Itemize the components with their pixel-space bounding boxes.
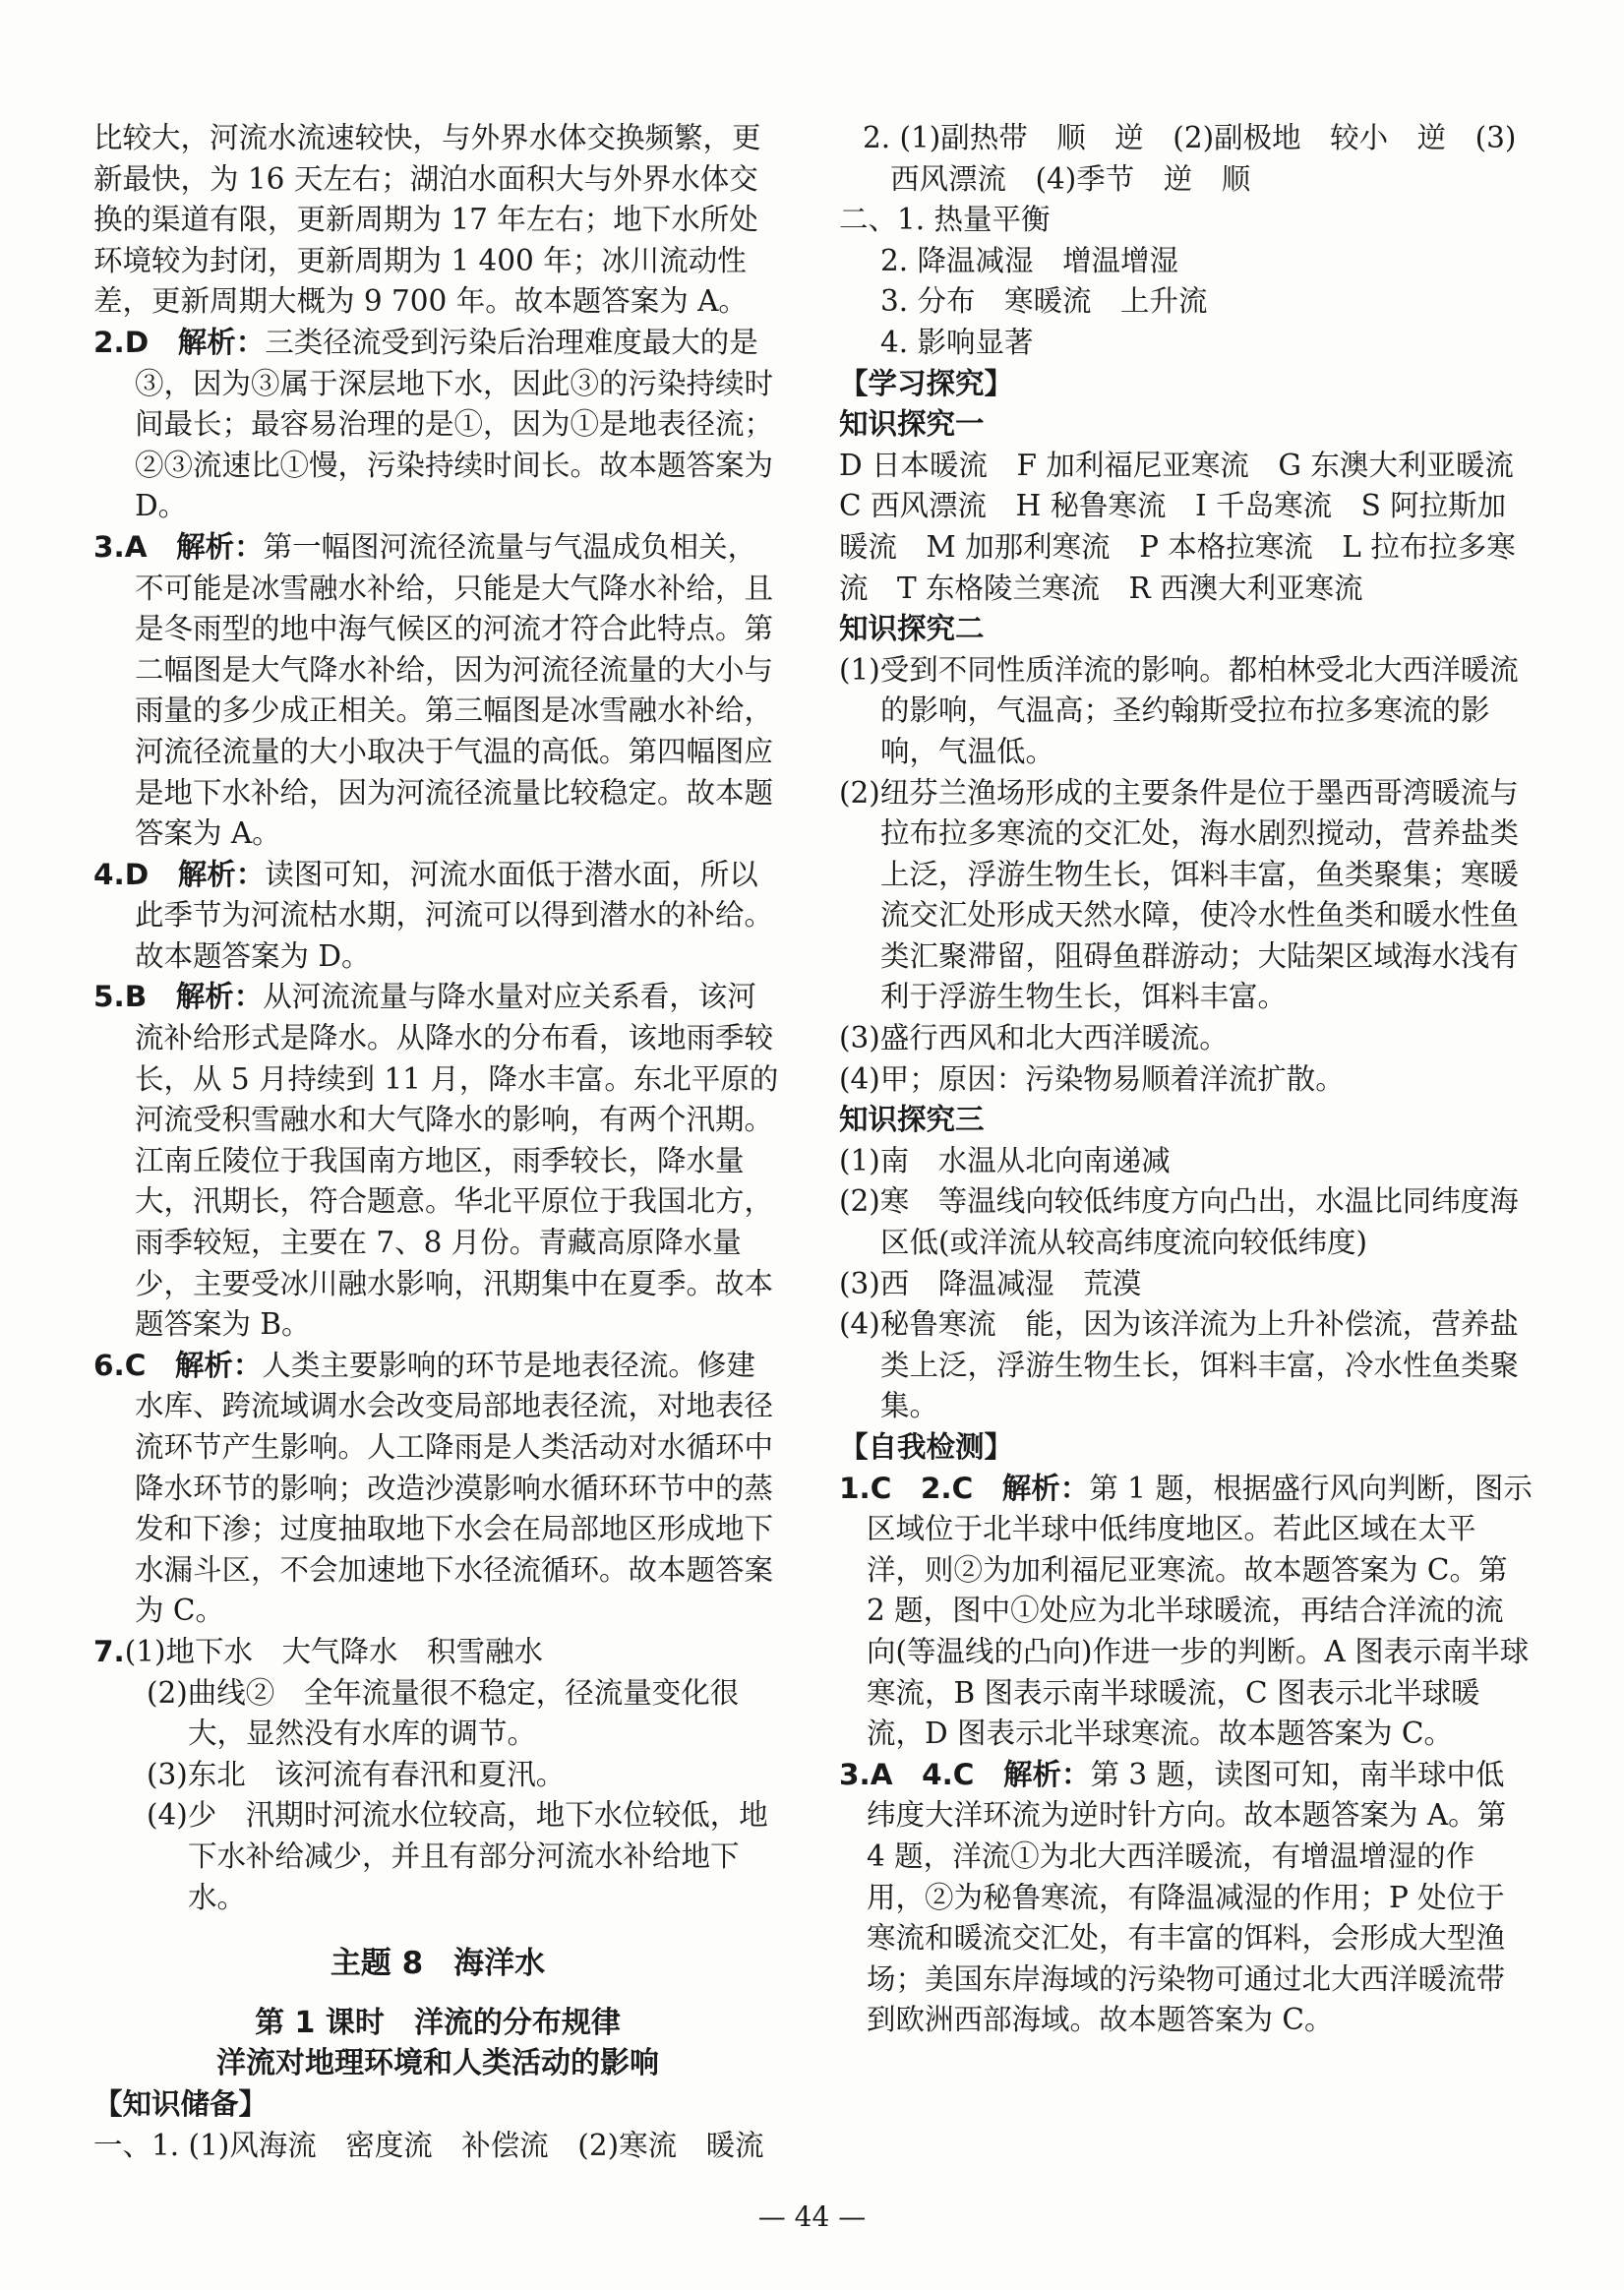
inquiry-3-item-1: (1)南 水温从北向南递减 [839,1143,1171,1177]
section-learning-inquiry: 【学习探究】 [839,366,1014,400]
inquiry-3-item-3: (3)西 降温减湿 荒漠 [839,1266,1142,1300]
left-column [93,118,782,2166]
self-check-1-2-text: 第 1 题，根据盛行风向判断，图示区域位于北半球中低纬度地区。若此区域在太平洋，则②为加利福尼亚寒流。故本题答案为 C。第 2 题，图中①处应为北半球暖流，再结合洋流的流向(等温线的凸向)作进一步的判断。A 图表示南半球寒流，B 图表示南半球暖流，C 图表示北半球暖流，D 图表示北半球寒流。故本题答案为 C。 [867,1471,1533,1751]
answer-4 [93,855,782,978]
self-check-3-4-text: 第 3 题，读图可知，南半球中低纬度大洋环流为逆时针方向。故本题答案为 A。第 4 题，洋流①为北大西洋暖流，有增温增湿的作用，②为秘鲁寒流，有降温减湿的作用；P 处位于寒流和暖流交汇处，有丰富的饵料，会形成大型渔场；美国东岸海域的污染物可通过北大西洋暖流带到欧洲西部海域。故本题答案为 C。 [867,1757,1507,2037]
right-column [839,118,1543,2041]
inquiry-3-item-4: (4)秘鲁寒流 能，因为该洋流为上升补偿流，营养盐类上泛，浮游生物生长，饵料丰富，冷水性鱼类聚集。 [839,1307,1520,1423]
answer-3-number: 3.A [93,529,148,564]
answer-continuation: 比较大，河流水流速较快，与外界水体交换频繁，更新最快，为 16 天左右；湖泊水面积大与外界水体交换的渠道有限，更新周期为 17 年左右；地下水所处环境较为封闭，更新周期为 1 400 年；冰川流动性差，更新周期大概为 9 700 年。故本题答案为 A。 [93,121,761,319]
answer-6-text: 人类主要影响的环节是地表径流。修建水库、跨流域调水会改变局部地表径流，对地表径流环节产生影响。人工降雨是人类活动对水循环中降水环节的影响；改造沙漠影响水循环环节中的蒸发和下渗；过度抽取地下水会在局部地区形成地下水漏斗区，不会加速地下水径流循环。故本题答案为 C。 [135,1348,774,1628]
inquiry-2-item-4: (4)甲；原因：污染物易顺着洋流扩散。 [839,1061,1345,1096]
answer-7-part-4: (4)少 汛期时河流水位较高，地下水位较低，地下水补给减少，并且有部分河流水补给地下水。 [147,1798,768,1914]
answer-3 [93,527,782,855]
inquiry-3-item-2: (2)寒 等温线向较低纬度方向凸出，水温比同纬度海区低(或洋流从较高纬度流向较低纬度) [839,1184,1519,1260]
answer-6-number: 6.C [93,1348,147,1382]
inquiry-2-item-3: (3)盛行西风和北大西洋暖流。 [839,1021,1229,1055]
self-check-1-2-label: 解析： [1001,1471,1090,1505]
self-check-3-4-number: 3.A 4.C [839,1757,975,1791]
answer-7-part-3: (3)东北 该河流有春汛和夏汛。 [147,1757,566,1791]
page-number: — 44 — [757,2200,867,2233]
answer-5-text: 从河流流量与降水量对应关系看，该河流补给形式是降水。从降水的分布看，该地雨季较长，从 5 月持续到 11 月，降水丰富。东北平原的河流受积雪融水和大气降水的影响，有两个汛期。江南丘陵位于我国南方地区，雨季较长，降水量大，汛期长，符合题意。华北平原位于我国北方，雨季较短，主要在 7、8 月份。青藏高原降水量少，主要受冰川融水影响，汛期集中在夏季。故本题答案为 B。 [135,980,779,1342]
answer-7-part-2: (2)曲线② 全年流量很不稳定，径流量变化很大，显然没有水库的调节。 [147,1675,740,1751]
self-check-3-4-label: 解析： [1002,1757,1091,1791]
section-knowledge-reserve: 【知识储备】 [93,2086,269,2121]
inquiry-3-title: 知识探究三 [839,1103,985,1137]
answer-2-text: 三类径流受到污染后治理难度最大的是③，因为③属于深层地下水，因此③的污染持续时间最长；最容易治理的是①，因为①是地表径流；②③流速比①慢，污染持续时间长。故本题答案为 D。 [135,325,774,523]
inquiry-2-title: 知识探究二 [839,612,985,646]
answer-5-number: 5.B [93,980,148,1014]
section-self-check: 【自我检测】 [839,1430,1014,1464]
answer-2-number: 2.D [93,325,150,359]
inquiry-1-title: 知识探究一 [839,407,985,442]
inquiry-2-item-1: (1)受到不同性质洋流的影响。都柏林受北大西洋暖流的影响，气温高；圣约翰斯受拉布拉多寒流的影响，气温低。 [839,652,1519,768]
answer-4-number: 4.D [93,857,150,891]
answer-2-label: 解析： [177,325,266,359]
answer-5-label: 解析： [175,980,264,1014]
knowledge-reserve-2: 2. (1)副热带 顺 逆 (2)副极地 较小 逆 (3)西风漂流 (4)季节 逆 顺 [863,121,1517,196]
answer-5 [93,977,782,1345]
answer-6-label: 解析： [174,1348,263,1382]
answer-3-text: 第一幅图河流径流量与气温成负相关，不可能是冰雪融水补给，只能是大气降水补给，且是冬雨型的地中海气候区的河流才符合此特点。第二幅图是大气降水补给，因为河流径流量的大小与雨量的多少成正相关。第三幅图是冰雪融水补给，河流径流量的大小取决于气温的高低。第四幅图应是地下水补给，因为河流径流量比较稳定。故本题答案为 A。 [135,529,774,851]
answer-7-part-1 [93,1632,782,1673]
self-check-1-2-number: 1.C 2.C [839,1471,974,1505]
section-two-item-4: 4. 影响显著 [880,325,1034,359]
answer-7-part-1-text: (1)地下水 大气降水 积雪融水 [124,1634,544,1668]
answer-3-label: 解析： [176,529,264,564]
section-two-item-3: 3. 分布 寒暖流 上升流 [880,284,1208,319]
inquiry-1-text: D 日本暖流 F 加利福尼亚寒流 G 东澳大利亚暖流 C 西风漂流 H 秘鲁寒流 I 千岛寒流 S 阿拉斯加暖流 M 加那利寒流 P 本格拉寒流 L 拉布拉多寒流 T 东格陵兰寒流 R 西澳大利亚寒流 [839,448,1543,605]
section-two-item-2: 2. 降温减湿 增温增湿 [880,243,1179,277]
answer-4-label: 解析： [177,857,266,891]
self-check-3-4 [839,1755,1533,2041]
lesson-title-1: 第 1 课时 洋流的分布规律 [255,2005,621,2040]
answer-7-number: 7. [93,1634,125,1668]
answer-6 [93,1346,782,1632]
answer-4-text: 读图可知，河流水面低于潜水面，所以此季节为河流枯水期，河流可以得到潜水的补给。故本题答案为 D。 [135,857,774,973]
topic-heading: 主题 8 海洋水 [330,1946,546,1982]
knowledge-reserve-1: 一、1. (1)风海流 密度流 补偿流 (2)寒流 暖流 [93,2128,764,2162]
lesson-title-2: 洋流对地理环境和人类活动的影响 [216,2046,659,2081]
inquiry-2-item-2: (2)纽芬兰渔场形成的主要条件是位于墨西哥湾暖流与拉布拉多寒流的交汇处，海水剧烈搅动，营养盐类上泛，浮游生物生长，饵料丰富，鱼类聚集；寒暖流交汇处形成天然水障，使冷水性鱼类和暖水性鱼类汇聚滞留，阻碍鱼群游动；大陆架区域海水浅有利于浮游生物生长，饵料丰富。 [839,775,1520,1014]
section-two-item-1: 二、1. 热量平衡 [839,203,1051,237]
self-check-1-2 [839,1469,1533,1755]
answer-2 [93,323,782,527]
